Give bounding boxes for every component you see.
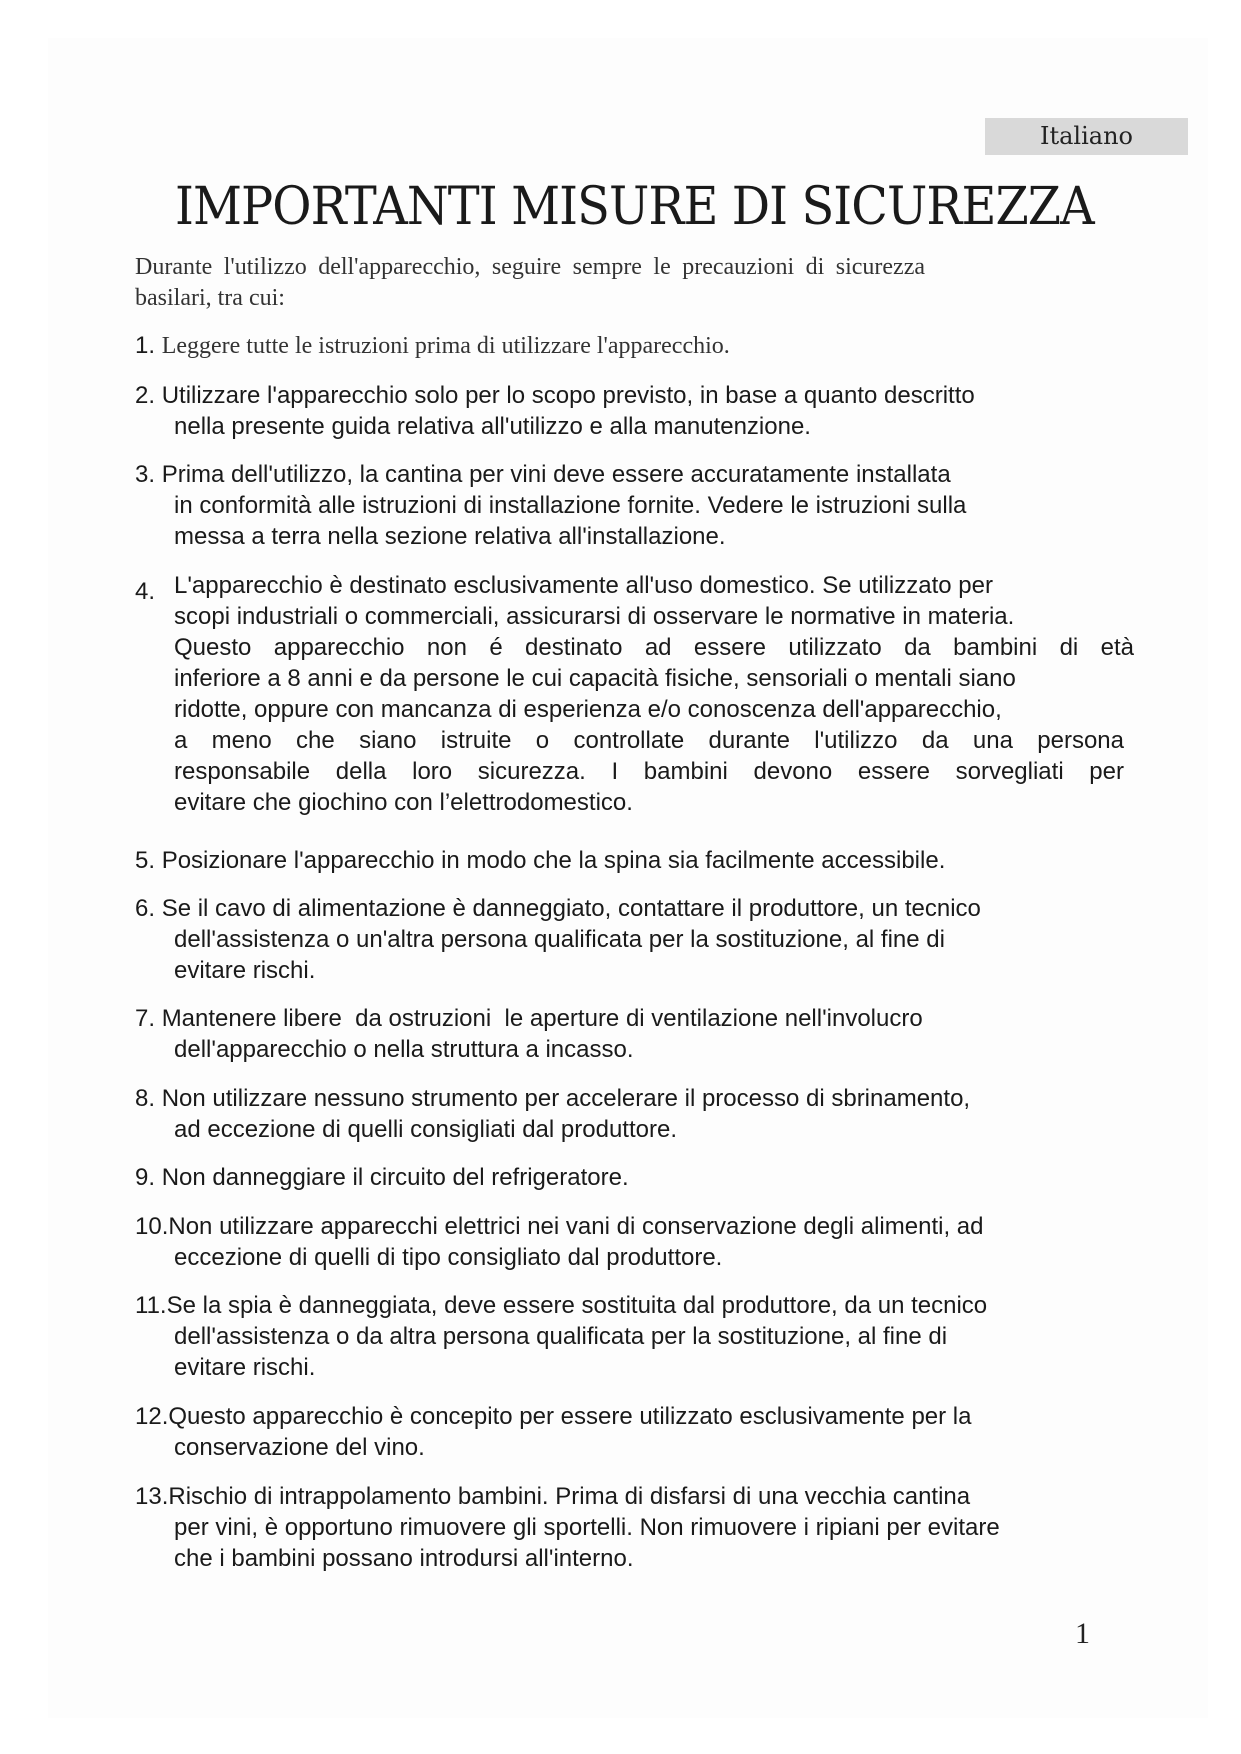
list-item-11 — [135, 1290, 1145, 1383]
item-text: eccezione di quelli di tipo consigliato dal produttore. — [174, 1244, 723, 1271]
list-item-2 — [135, 380, 1145, 442]
item-text: Non danneggiare il circuito del refrigeratore. — [161, 1164, 629, 1191]
item-number: 4. — [135, 578, 156, 605]
item-text: Posizionare l'apparecchio in modo che la spina sia facilmente accessibile. — [161, 847, 946, 874]
item-number: 6. — [135, 895, 156, 922]
item-number: 9. — [135, 1164, 156, 1191]
item-number: 3. — [135, 461, 156, 488]
list-item-6 — [135, 893, 1145, 986]
list-item-13 — [135, 1481, 1145, 1574]
item-text: scopi industriali o commerciali, assicurarsi di osservare le normative in materia. — [174, 603, 1015, 630]
list-item-7 — [135, 1003, 1145, 1065]
item-text: dell'assistenza o un'altra persona qualificata per la sostituzione, al fine di — [174, 926, 945, 953]
item-text: evitare rischi. — [174, 1354, 316, 1381]
item-number: 7. — [135, 1005, 156, 1032]
item-text: responsabile della loro sicurezza. I bambini devono essere sorvegliati per — [174, 758, 1124, 785]
item-text: Prima dell'utilizzo, la cantina per vini deve essere accuratamente installata — [161, 461, 951, 488]
item-text: messa a terra nella sezione relativa all'installazione. — [174, 523, 726, 550]
item-text: ridotte, oppure con mancanza di esperienza e/o conoscenza dell'apparecchio, — [174, 696, 1002, 723]
page-number: 1 — [1075, 1617, 1090, 1650]
item-text: nella presente guida relativa all'utilizzo e alla manutenzione. — [174, 413, 811, 440]
item-text: L'apparecchio è destinato esclusivamente all'uso domestico. Se utilizzato per — [174, 572, 993, 599]
item-number: 12. — [135, 1403, 169, 1430]
list-item-9 — [135, 1162, 1145, 1193]
item-text: a meno che siano istruite o controllate durante l'utilizzo da una persona — [174, 727, 1124, 754]
item-number: 11. — [135, 1292, 167, 1319]
item-text: Questo apparecchio è concepito per essere utilizzato esclusivamente per la — [168, 1403, 972, 1430]
item-text: Non utilizzare nessuno strumento per accelerare il processo di sbrinamento, — [161, 1085, 971, 1112]
item-text: per vini, è opportuno rimuovere gli sportelli. Non rimuovere i ripiani per evitare — [174, 1514, 1000, 1541]
item-text: evitare rischi. — [174, 957, 316, 984]
list-item-3 — [135, 459, 1145, 552]
list-item-10 — [135, 1211, 1145, 1273]
list-item-1 — [135, 330, 1145, 362]
item-text: Rischio di intrappolamento bambini. Prima di disfarsi di una vecchia cantina — [168, 1483, 971, 1510]
item-number: 2. — [135, 382, 156, 409]
intro-paragraph: Durante l'utilizzo dell'apparecchio, seguire sempre le precauzioni di sicurezza basilari, tra cui: — [135, 254, 925, 311]
item-text: Utilizzare l'apparecchio solo per lo scopo previsto, in base a quanto descritto — [161, 382, 975, 409]
list-item-8 — [135, 1083, 1145, 1145]
list-item-12 — [135, 1401, 1145, 1463]
item-number: 8. — [135, 1085, 156, 1112]
item-text: Mantenere libere da ostruzioni le aperture di ventilazione nell'involucro — [161, 1005, 923, 1032]
item-text: evitare che giochino con l’elettrodomestico. — [174, 789, 633, 816]
list-item-5 — [135, 845, 1145, 876]
item-text: Se il cavo di alimentazione è danneggiato, contattare il produttore, un tecnico — [161, 895, 981, 922]
page-title: IMPORTANTI MISURE DI SICUREZZA — [175, 177, 1094, 237]
item-number: 13. — [135, 1483, 169, 1510]
list-item-4 — [135, 570, 1145, 818]
item-text: Leggere tutte le istruzioni prima di utilizzare l'apparecchio. — [161, 333, 730, 359]
item-text: che i bambini possano introdursi all'interno. — [174, 1545, 634, 1572]
language-tag: Italiano — [985, 118, 1188, 155]
item-text: Questo apparecchio non é destinato ad essere utilizzato da bambini di età — [174, 634, 1134, 661]
item-text: Non utilizzare apparecchi elettrici nei vani di conservazione degli alimenti, ad — [168, 1213, 984, 1240]
item-text: Se la spia è danneggiata, deve essere sostituita dal produttore, da un tecnico — [166, 1292, 988, 1319]
item-text: dell'apparecchio o nella struttura a incasso. — [174, 1036, 634, 1063]
item-text: conservazione del vino. — [174, 1434, 425, 1461]
item-number: 1. — [135, 332, 156, 359]
item-text: dell'assistenza o da altra persona qualificata per la sostituzione, al fine di — [174, 1323, 948, 1350]
item-text: in conformità alle istruzioni di installazione fornite. Vedere le istruzioni sulla — [174, 492, 967, 519]
item-text: ad eccezione di quelli consigliati dal produttore. — [174, 1116, 677, 1143]
item-text: inferiore a 8 anni e da persone le cui capacità fisiche, sensoriali o mentali siano — [174, 665, 1016, 692]
item-number: 5. — [135, 847, 156, 874]
item-number: 10. — [135, 1213, 169, 1240]
